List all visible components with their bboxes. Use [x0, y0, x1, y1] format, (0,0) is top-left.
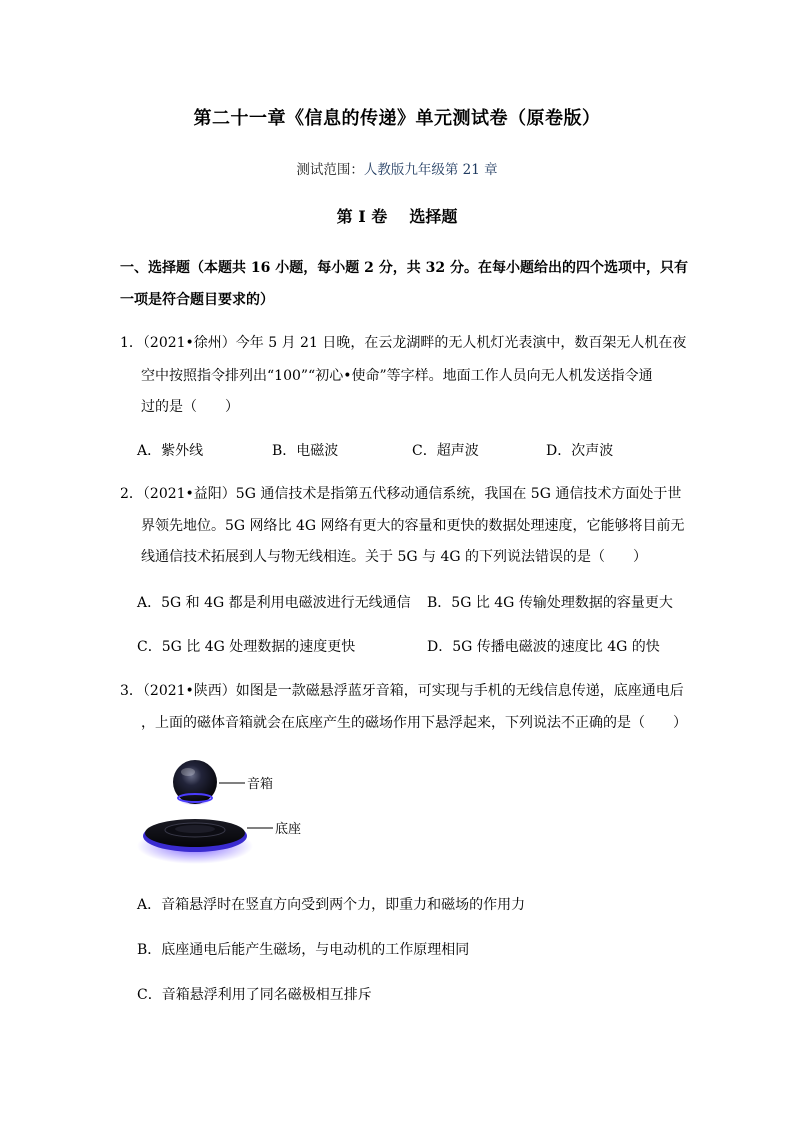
question-1-option-b: B．电磁波: [272, 443, 339, 459]
question-3-option-c: C．音箱悬浮利用了同名磁极相互排斥: [137, 987, 372, 1003]
question-2-line-2: 界领先地位。5G 网络比 4G 网络有更大的容量和更快的数据处理速度，它能够将目前无: [141, 518, 685, 534]
question-1-option-d: D．次声波: [546, 443, 614, 459]
instructions-line-1: 一、选择题（本题共 16 小题，每小题 2 分，共 32 分。在每小题给出的四个选项中，只有: [120, 260, 688, 276]
test-range-value: 人教版九年级第 21 章: [363, 162, 498, 178]
question-3-line-2: ，上面的磁体音箱就会在底座产生的磁场作用下悬浮起来，下列说法不正确的是（ ）: [141, 715, 687, 731]
section-heading: [0, 204, 794, 227]
question-3-line-1: 3．（2021•陕西）如图是一款磁悬浮蓝牙音箱，可实现与手机的无线信息传递，底座通电后: [120, 683, 684, 699]
question-2-line-3: 线通信技术拓展到人与物无线相连。关于 5G 与 4G 的下列说法错误的是（ ）: [141, 549, 647, 565]
test-range: [0, 158, 794, 178]
document-title: 第二十一章《信息的传递》单元测试卷（原卷版）: [193, 108, 601, 129]
test-range-prefix: 测试范围：: [296, 162, 364, 178]
figure-label-speaker: 音箱: [247, 777, 274, 792]
question-1-line-1: 1．（2021•徐州）今年 5 月 21 日晚，在云龙湖畔的无人机灯光表演中，数百架无人机在夜: [120, 335, 687, 351]
maglev-speaker-figure: [135, 750, 325, 868]
question-1-line-3: 过的是（ ）: [141, 399, 239, 415]
question-2-option-c: C．5G 比 4G 处理数据的速度更快: [137, 639, 356, 655]
question-1-line-2: 空中按照指令排列出“100”“初心•使命”等字样。地面工作人员向无人机发送指令通: [141, 368, 653, 384]
figure-label-base: 底座: [275, 822, 302, 837]
question-1-option-c: C．超声波: [412, 443, 479, 459]
section-name: 选择题: [409, 207, 458, 226]
question-2-option-a: A．5G 和 4G 都是利用电磁波进行无线通信: [137, 595, 411, 611]
question-3-option-a: A．音箱悬浮时在竖直方向受到两个力，即重力和磁场的作用力: [137, 897, 526, 913]
question-3-option-b: B．底座通电后能产生磁场，与电动机的工作原理相同: [137, 942, 470, 958]
question-2-option-b: B．5G 比 4G 传输处理数据的容量更大: [427, 595, 673, 611]
question-2-option-d: D．5G 传播电磁波的速度比 4G 的快: [427, 639, 660, 655]
question-2-line-1: 2．（2021•益阳）5G 通信技术是指第五代移动通信系统，我国在 5G 通信技术方面处于世: [120, 486, 682, 502]
instructions-line-2: 一项是符合题目要求的）: [120, 292, 274, 308]
section-part: 第 I 卷: [336, 207, 388, 226]
question-1-option-a: A．紫外线: [137, 443, 204, 459]
